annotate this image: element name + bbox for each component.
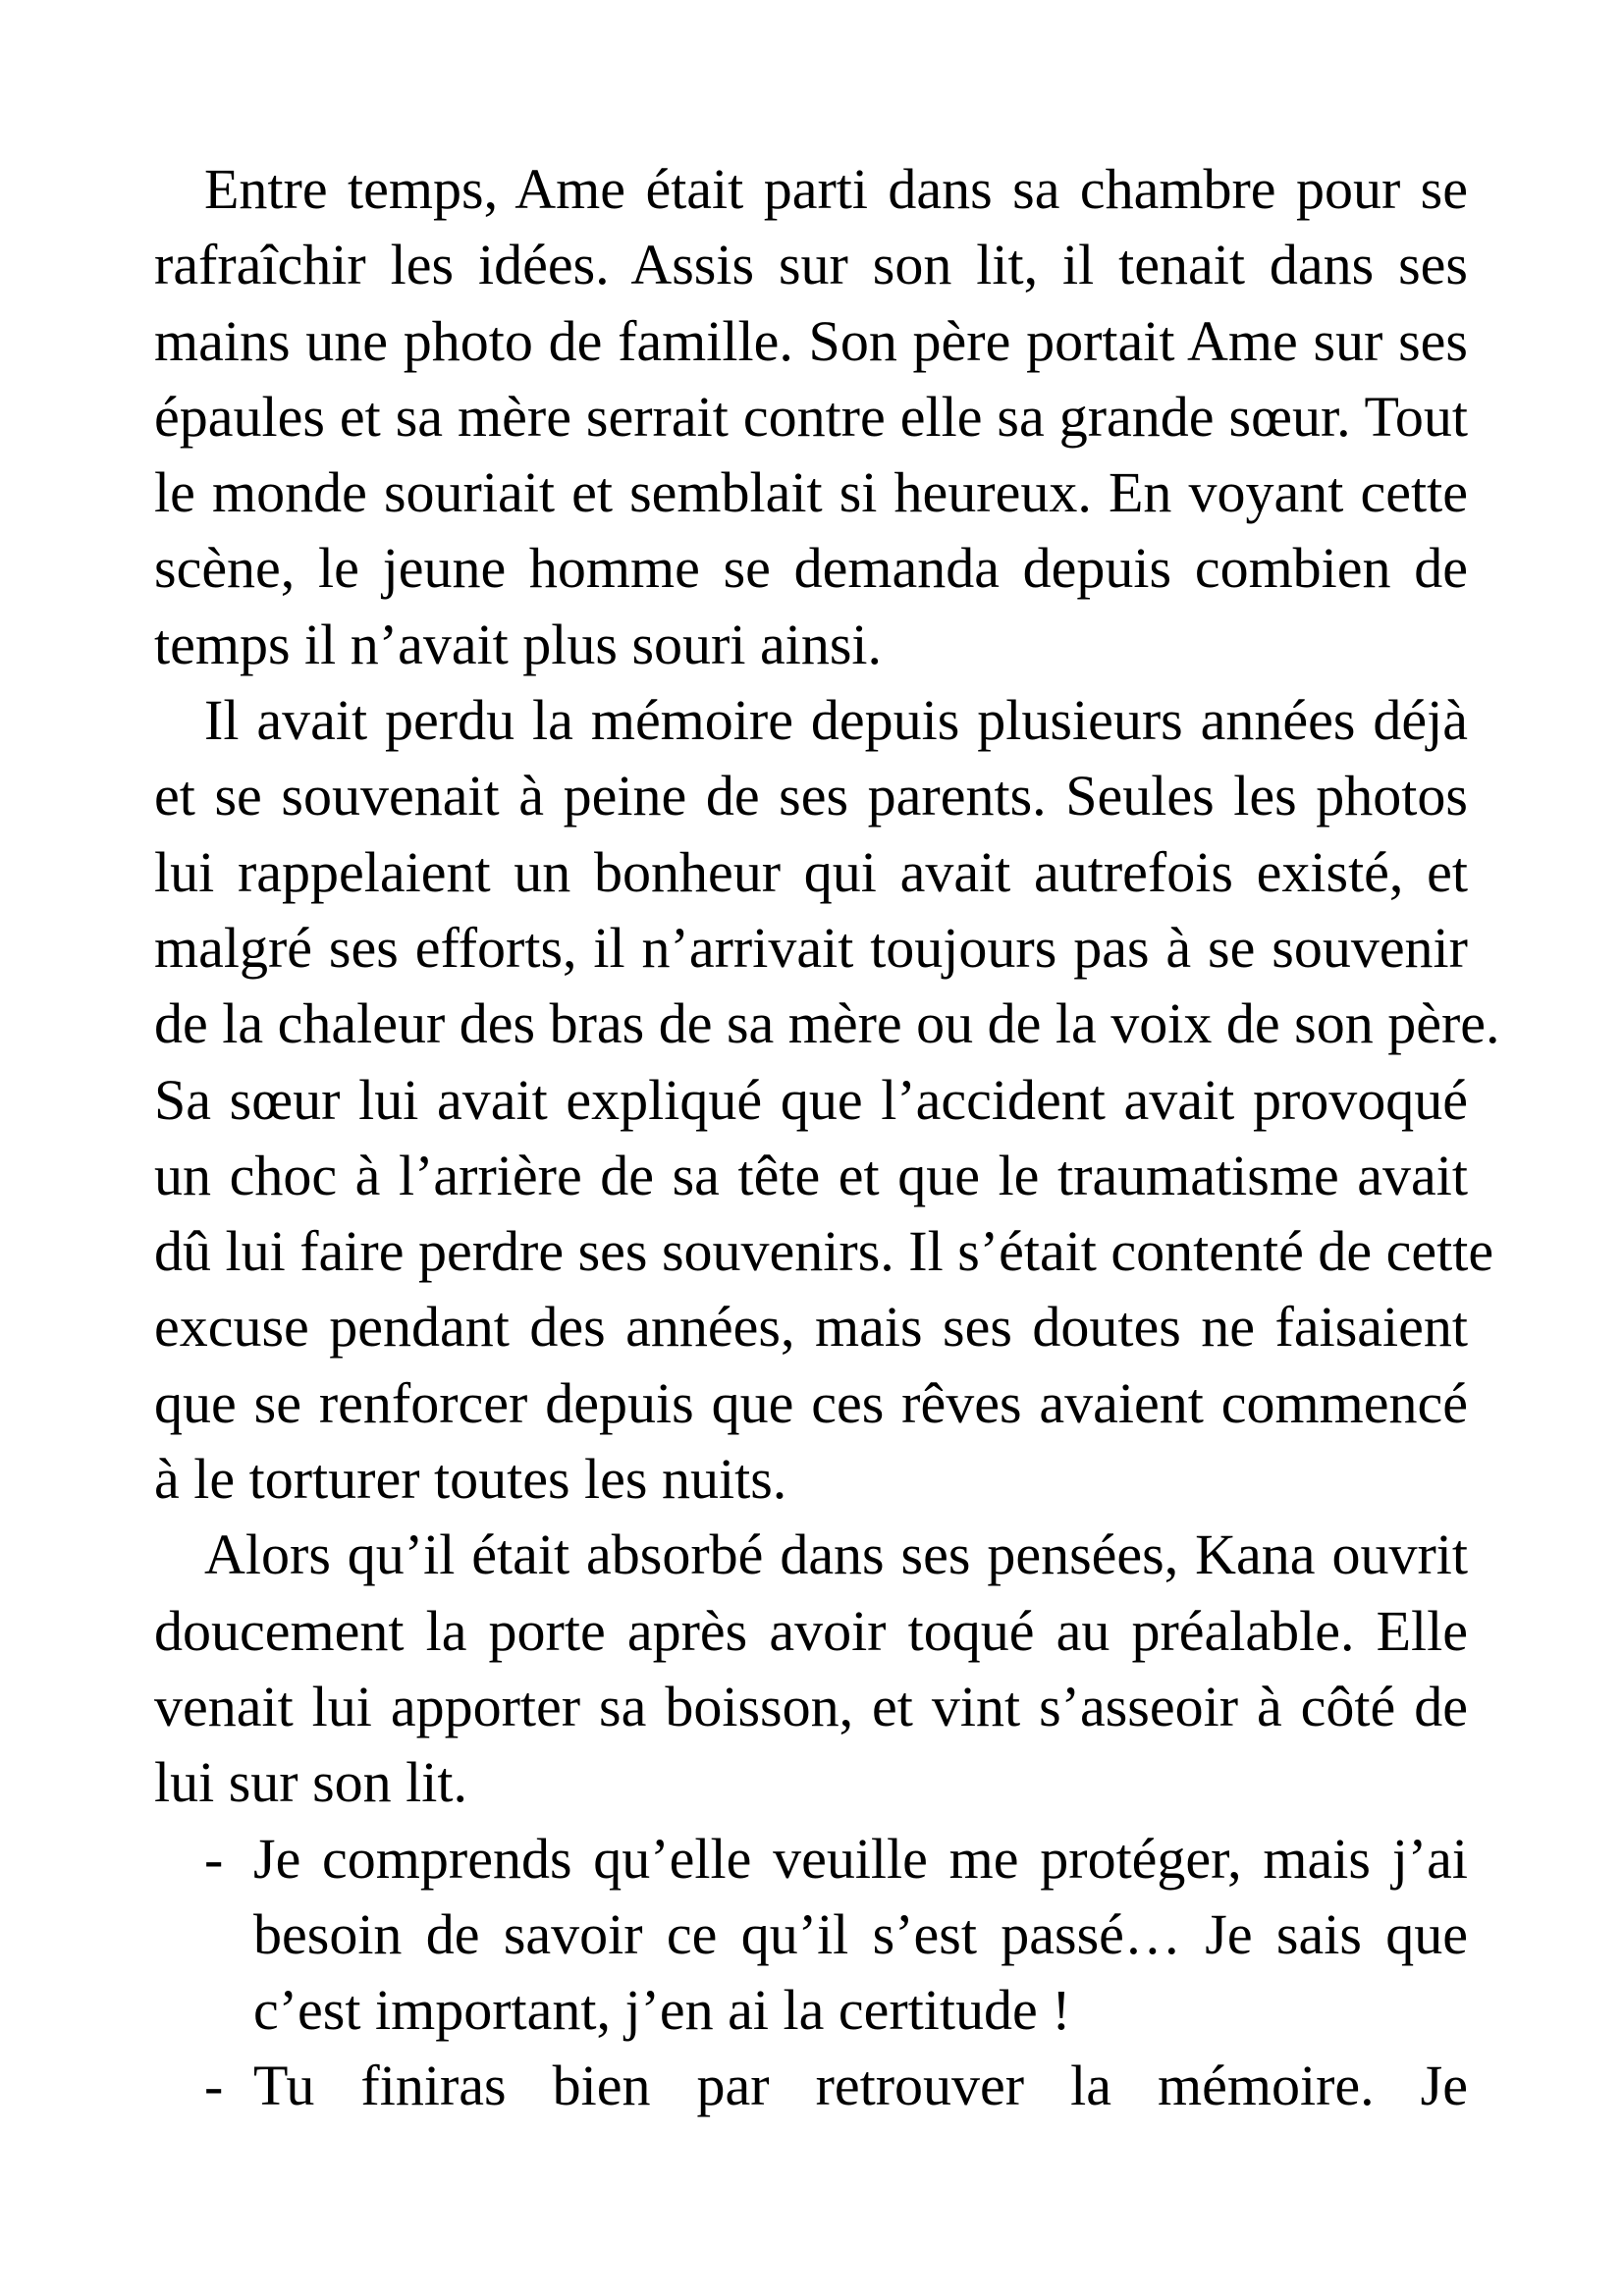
text-line: lui rappelaient un bonheur qui avait autrefois existé, et — [154, 839, 1468, 904]
text-line: et se souvenait à peine de ses parents. Seules les photos — [154, 764, 1468, 828]
dialogue-line-2 — [154, 2048, 1468, 2123]
paragraph-1 — [154, 151, 1468, 682]
text-line: mains une photo de famille. Son père portait Ame sur ses — [154, 308, 1468, 373]
text-line: scène, le jeune homme se demanda depuis combien de — [154, 536, 1468, 601]
paragraph-3 — [154, 1517, 1468, 1820]
dialogue-dash: - — [204, 1826, 224, 1891]
paragraph-2 — [154, 682, 1500, 1517]
text-line: dû lui faire perdre ses souvenirs. Il s’était contenté de cette — [154, 1219, 1494, 1284]
text-line: c’est important, j’en ai la certitude ! — [253, 1978, 1071, 2043]
text-line: un choc à l’arrière de sa tête et que le traumatisme avait — [154, 1143, 1468, 1207]
text-line: à le torturer toutes les nuits. — [154, 1447, 787, 1512]
dialogue-line-1 — [154, 1821, 1468, 2049]
text-line: lui sur son lit. — [154, 1750, 468, 1815]
body-text — [154, 151, 1500, 2124]
text-line: de la chaleur des bras de sa mère ou de la voix de son père. — [154, 991, 1500, 1056]
text-line: Je comprends qu’elle veuille me protéger, mais j’ai — [253, 1826, 1468, 1891]
text-line: temps il n’avait plus souri ainsi. — [154, 612, 883, 676]
text-line: le monde souriait et semblait si heureux. En voyant cette — [154, 460, 1468, 525]
text-line: besoin de savoir ce qu’il s’est passé… Je sais que — [253, 1901, 1468, 1966]
text-line: rafraîchir les idées. Assis sur son lit, il tenait dans ses — [154, 233, 1468, 297]
text-line: malgré ses efforts, il n’arrivait toujours pas à se souvenir — [154, 915, 1468, 980]
text-line: épaules et sa mère serrait contre elle sa grande sœur. Tout — [154, 384, 1468, 449]
text-line: Entre temps, Ame était parti dans sa chambre pour se — [204, 157, 1468, 221]
text-line: Tu finiras bien par retrouver la mémoire. Je — [253, 2054, 1468, 2118]
text-line: que se renforcer depuis que ces rêves avaient commencé — [154, 1370, 1468, 1435]
text-line: venait lui apporter sa boisson, et vint s’asseoir à côté de — [154, 1674, 1468, 1738]
text-line: Il avait perdu la mémoire depuis plusieurs années déjà — [204, 688, 1468, 753]
text-line: excuse pendant des années, mais ses doutes ne faisaient — [154, 1295, 1468, 1360]
dialogue-dash: - — [204, 2054, 224, 2118]
text-line: doucement la porte après avoir toqué au préalable. Elle — [154, 1598, 1468, 1663]
text-line: Alors qu’il était absorbé dans ses pensées, Kana ouvrit — [204, 1522, 1468, 1587]
text-line: Sa sœur lui avait expliqué que l’accident avait provoqué — [154, 1067, 1468, 1132]
